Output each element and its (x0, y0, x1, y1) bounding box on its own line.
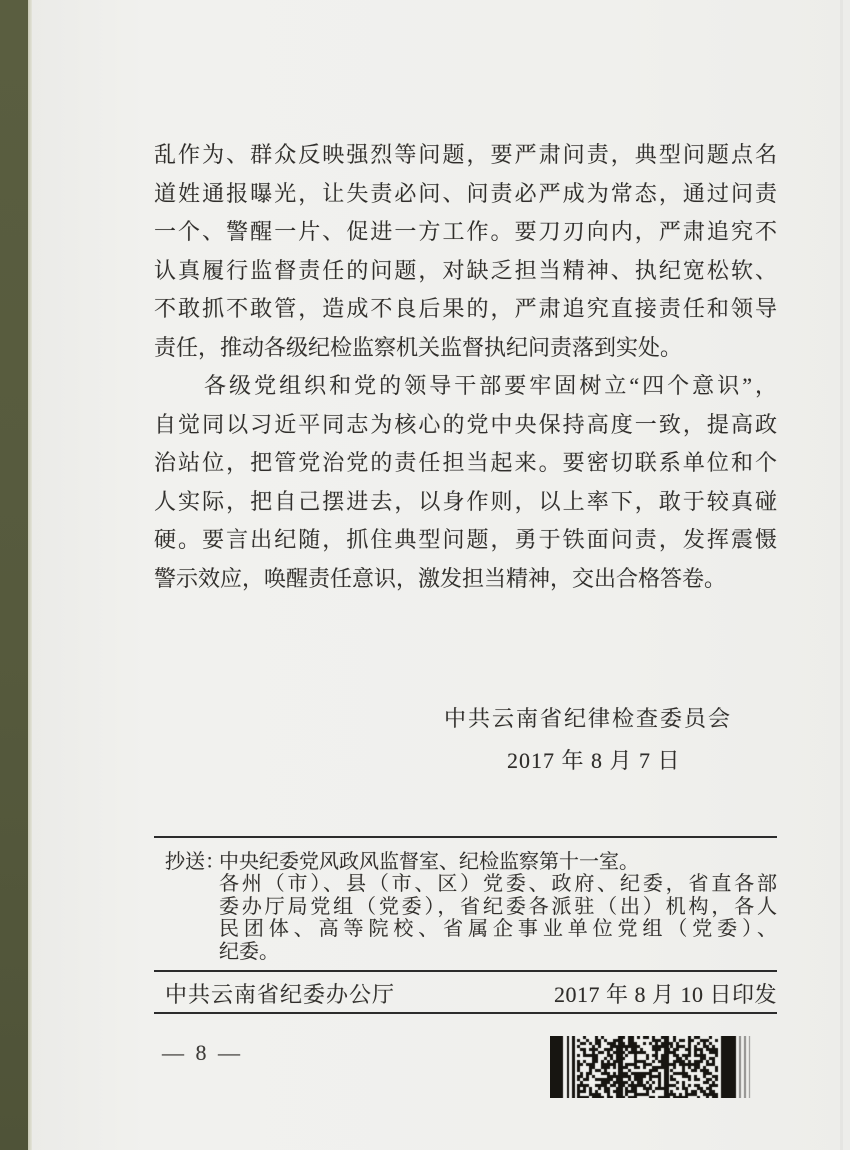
imprint-row (154, 981, 777, 1009)
body-line: 道姓通报曝光，让失责必问、问责必严成为常态，通过问责 (154, 180, 777, 206)
scanned-document-page (32, 0, 850, 1150)
body-line: 人实际，把自己摆进去，以身作则，以上率下，敢于较真碰 (154, 488, 777, 514)
document-body-text (154, 136, 777, 598)
signature-organization: 中共云南省纪律检查委员会 (444, 706, 733, 731)
divider-rule-bottom (154, 1012, 777, 1014)
cc-line: 委办厅局党组（党委），省纪委各派驻（出）机构，各人 (219, 895, 777, 918)
page-number: — 8 — (162, 1040, 243, 1065)
body-line: 认真履行监督责任的问题，对缺乏担当精神、执纪宽松软、 (154, 257, 777, 283)
cc-label: 抄送： (165, 851, 225, 873)
body-line: 自觉同以习近平同志为核心的党中央保持高度一致，提高政 (154, 411, 777, 437)
cc-line: 纪委。 (219, 940, 279, 963)
book-spine (0, 0, 28, 1150)
body-line-paragraph-end: 警示效应，唤醒责任意识，激发担当精神，交出合格答卷。 (154, 565, 727, 591)
cc-distribution-block (165, 851, 777, 963)
body-line: 硬。要言出纪随，抓住典型问题，勇于铁面问责，发挥震慑 (154, 527, 777, 552)
body-line: 治站位，把管党治党的责任担当起来。要密切联系单位和个 (154, 450, 777, 475)
barcode-icon (550, 1036, 752, 1098)
body-line: 一个、警醒一片、促进一方工作。要刀刃向内，严肃追究不 (154, 219, 777, 244)
cc-line: 中央纪委党风政风监督室、纪检监察第十一室。 (219, 851, 639, 873)
body-line: 乱作为、群众反映强烈等问题，要严肃问责，典型问题点名 (154, 142, 777, 167)
cc-line: 民团体、高等院校、省属企事业单位党组（党委）、 (219, 918, 777, 941)
divider-rule-middle (154, 970, 777, 972)
divider-rule-top (154, 836, 777, 838)
cc-line: 各州（市）、县（市、区）党委、政府、纪委，省直各部 (219, 873, 777, 896)
body-line-paragraph-end: 责任，推动各级纪检监察机关监督执纪问责落到实处。 (154, 334, 683, 360)
body-line: 不敢抓不敢管，造成不良后果的，严肃追究直接责任和领导 (154, 296, 777, 321)
issuing-office: 中共云南省纪委办公厅 (165, 982, 396, 1007)
signature-date: 2017 年 8 月 7 日 (507, 748, 681, 773)
print-date: 2017 年 8 月 10 日印发 (553, 982, 777, 1007)
scan-crease (840, 0, 843, 1150)
cc-lines (219, 851, 777, 963)
body-line-paragraph-start: 各级党组织和党的领导干部要牢固树立“四个意识”， (154, 373, 777, 398)
